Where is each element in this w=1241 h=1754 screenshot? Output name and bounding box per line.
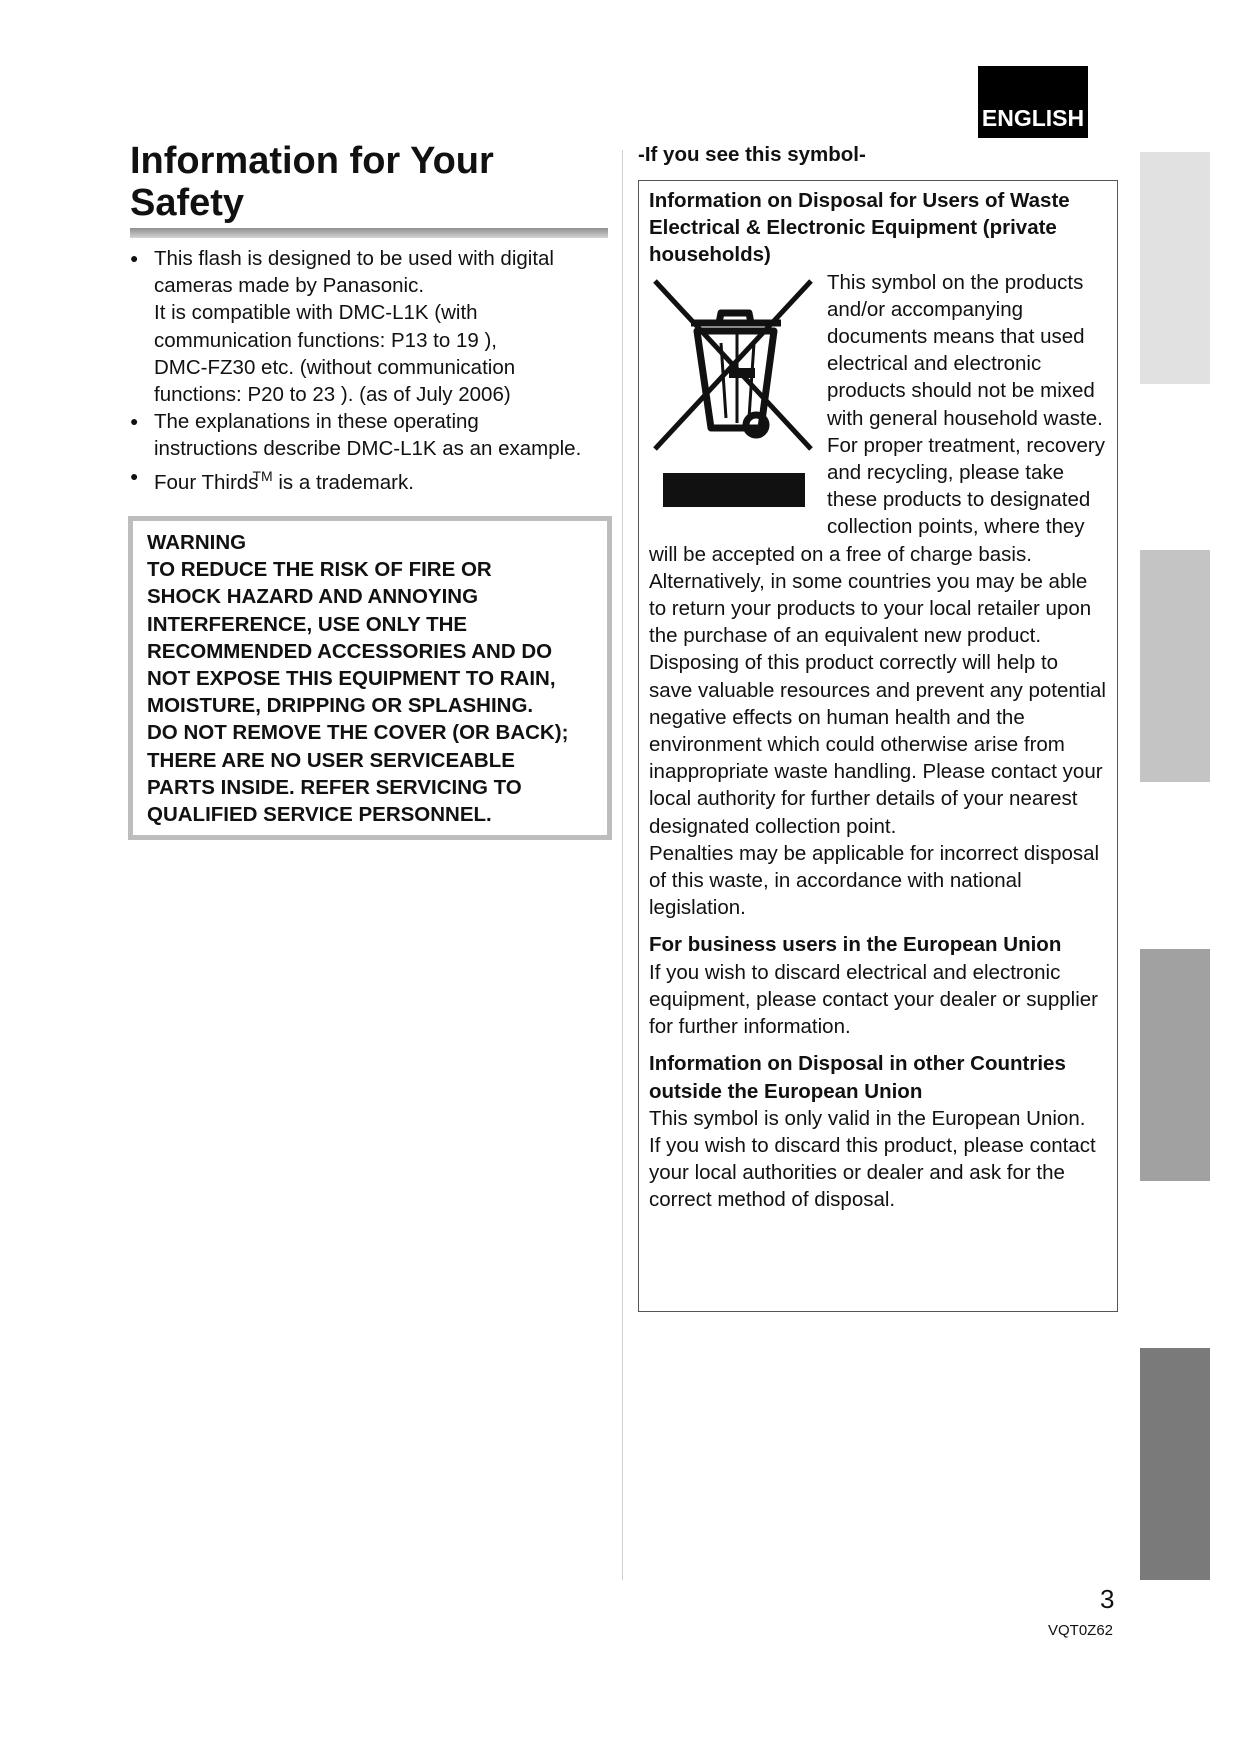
disposal-info-box bbox=[638, 180, 1118, 1312]
business-heading: For business users in the European Union bbox=[649, 933, 1062, 957]
trademark-text: is a trademark. bbox=[272, 470, 414, 494]
side-tab-2 bbox=[1140, 550, 1210, 782]
page-number: 3 bbox=[1100, 1584, 1115, 1614]
page-title: Information for Your Safety bbox=[130, 140, 494, 224]
crossed-out-wheelie-bin-icon bbox=[649, 273, 817, 523]
safety-bullet-list bbox=[130, 245, 620, 496]
other-countries-text: This symbol is only valid in the European Union. If you wish to discard this product, please contact your local authorities or dealer and ask for the correct method of disposal. bbox=[649, 1106, 1096, 1212]
trademark-symbol: TM bbox=[252, 467, 273, 484]
side-tab-3 bbox=[1140, 949, 1210, 1181]
trademark-name: Four Thirds bbox=[154, 470, 259, 494]
warning-box bbox=[128, 516, 612, 840]
disposal-text: This symbol on the products and/or accompanying documents means that used electrical and electronic products should not be mixed with general household waste. For proper treatment, recovery and recycling, please take these products to designated collection points, where they will be accepted on a free of charge basis. Alternatively, in some countries you may be able to return your products to your local retailer upon the purchase of an equivalent new product. Disposing of this product correctly will help to save valuable resources and prevent any potential negative effects on human health and the environment which could otherwise arise from inappropriate waste handling. Please contact your local authority for further details of your nearest designated collection point. Penalties may be applicable for incorrect disposal of this waste, in accordance with national legislation. bbox=[649, 270, 1106, 920]
business-text: If you wish to discard electrical and electronic equipment, please contact your dealer or supplier for further information. bbox=[649, 960, 1098, 1039]
bullet-trademark bbox=[130, 463, 620, 496]
symbol-heading: -If you see this symbol- bbox=[638, 143, 866, 166]
other-countries-heading: Information on Disposal in other Countries outside the European Union bbox=[649, 1052, 1066, 1103]
side-tab-1 bbox=[1140, 152, 1210, 384]
language-tab: ENGLISH bbox=[978, 66, 1088, 138]
title-rule bbox=[130, 228, 608, 238]
bullet-example: ● The explanations in these operating instructions describe DMC-L1K as an example. bbox=[130, 408, 620, 462]
bullet-compatibility: ● This flash is designed to be used with digital cameras made by Panasonic. It is compatible with DMC-L1K (with communication functions: P13 to 19 ), DMC-FZ30 etc. (without communication functions: P20 to 23 ). (as of July 2006) bbox=[130, 245, 620, 408]
disposal-heading: Information on Disposal for Users of Waste Electrical & Electronic Equipment (private households) bbox=[649, 189, 1070, 267]
document-code: VQT0Z62 bbox=[1048, 1622, 1114, 1639]
column-divider bbox=[622, 150, 623, 1580]
warning-heading: WARNING bbox=[147, 531, 247, 554]
warning-text: TO REDUCE THE RISK OF FIRE OR SHOCK HAZARD AND ANNOYING INTERFERENCE, USE ONLY THE RECOMMENDED ACCESSORIES AND DO NOT EXPOSE THIS EQUIPMENT TO RAIN, MOISTURE, DRIPPING OR SPLASHING. DO NOT REMOVE THE COVER (OR BACK); THERE ARE NO USER SERVICEABLE PARTS INSIDE. REFER SERVICING TO QUALIFIED SERVICE PERSONNEL. bbox=[147, 558, 569, 827]
side-tab-4 bbox=[1140, 1348, 1210, 1580]
